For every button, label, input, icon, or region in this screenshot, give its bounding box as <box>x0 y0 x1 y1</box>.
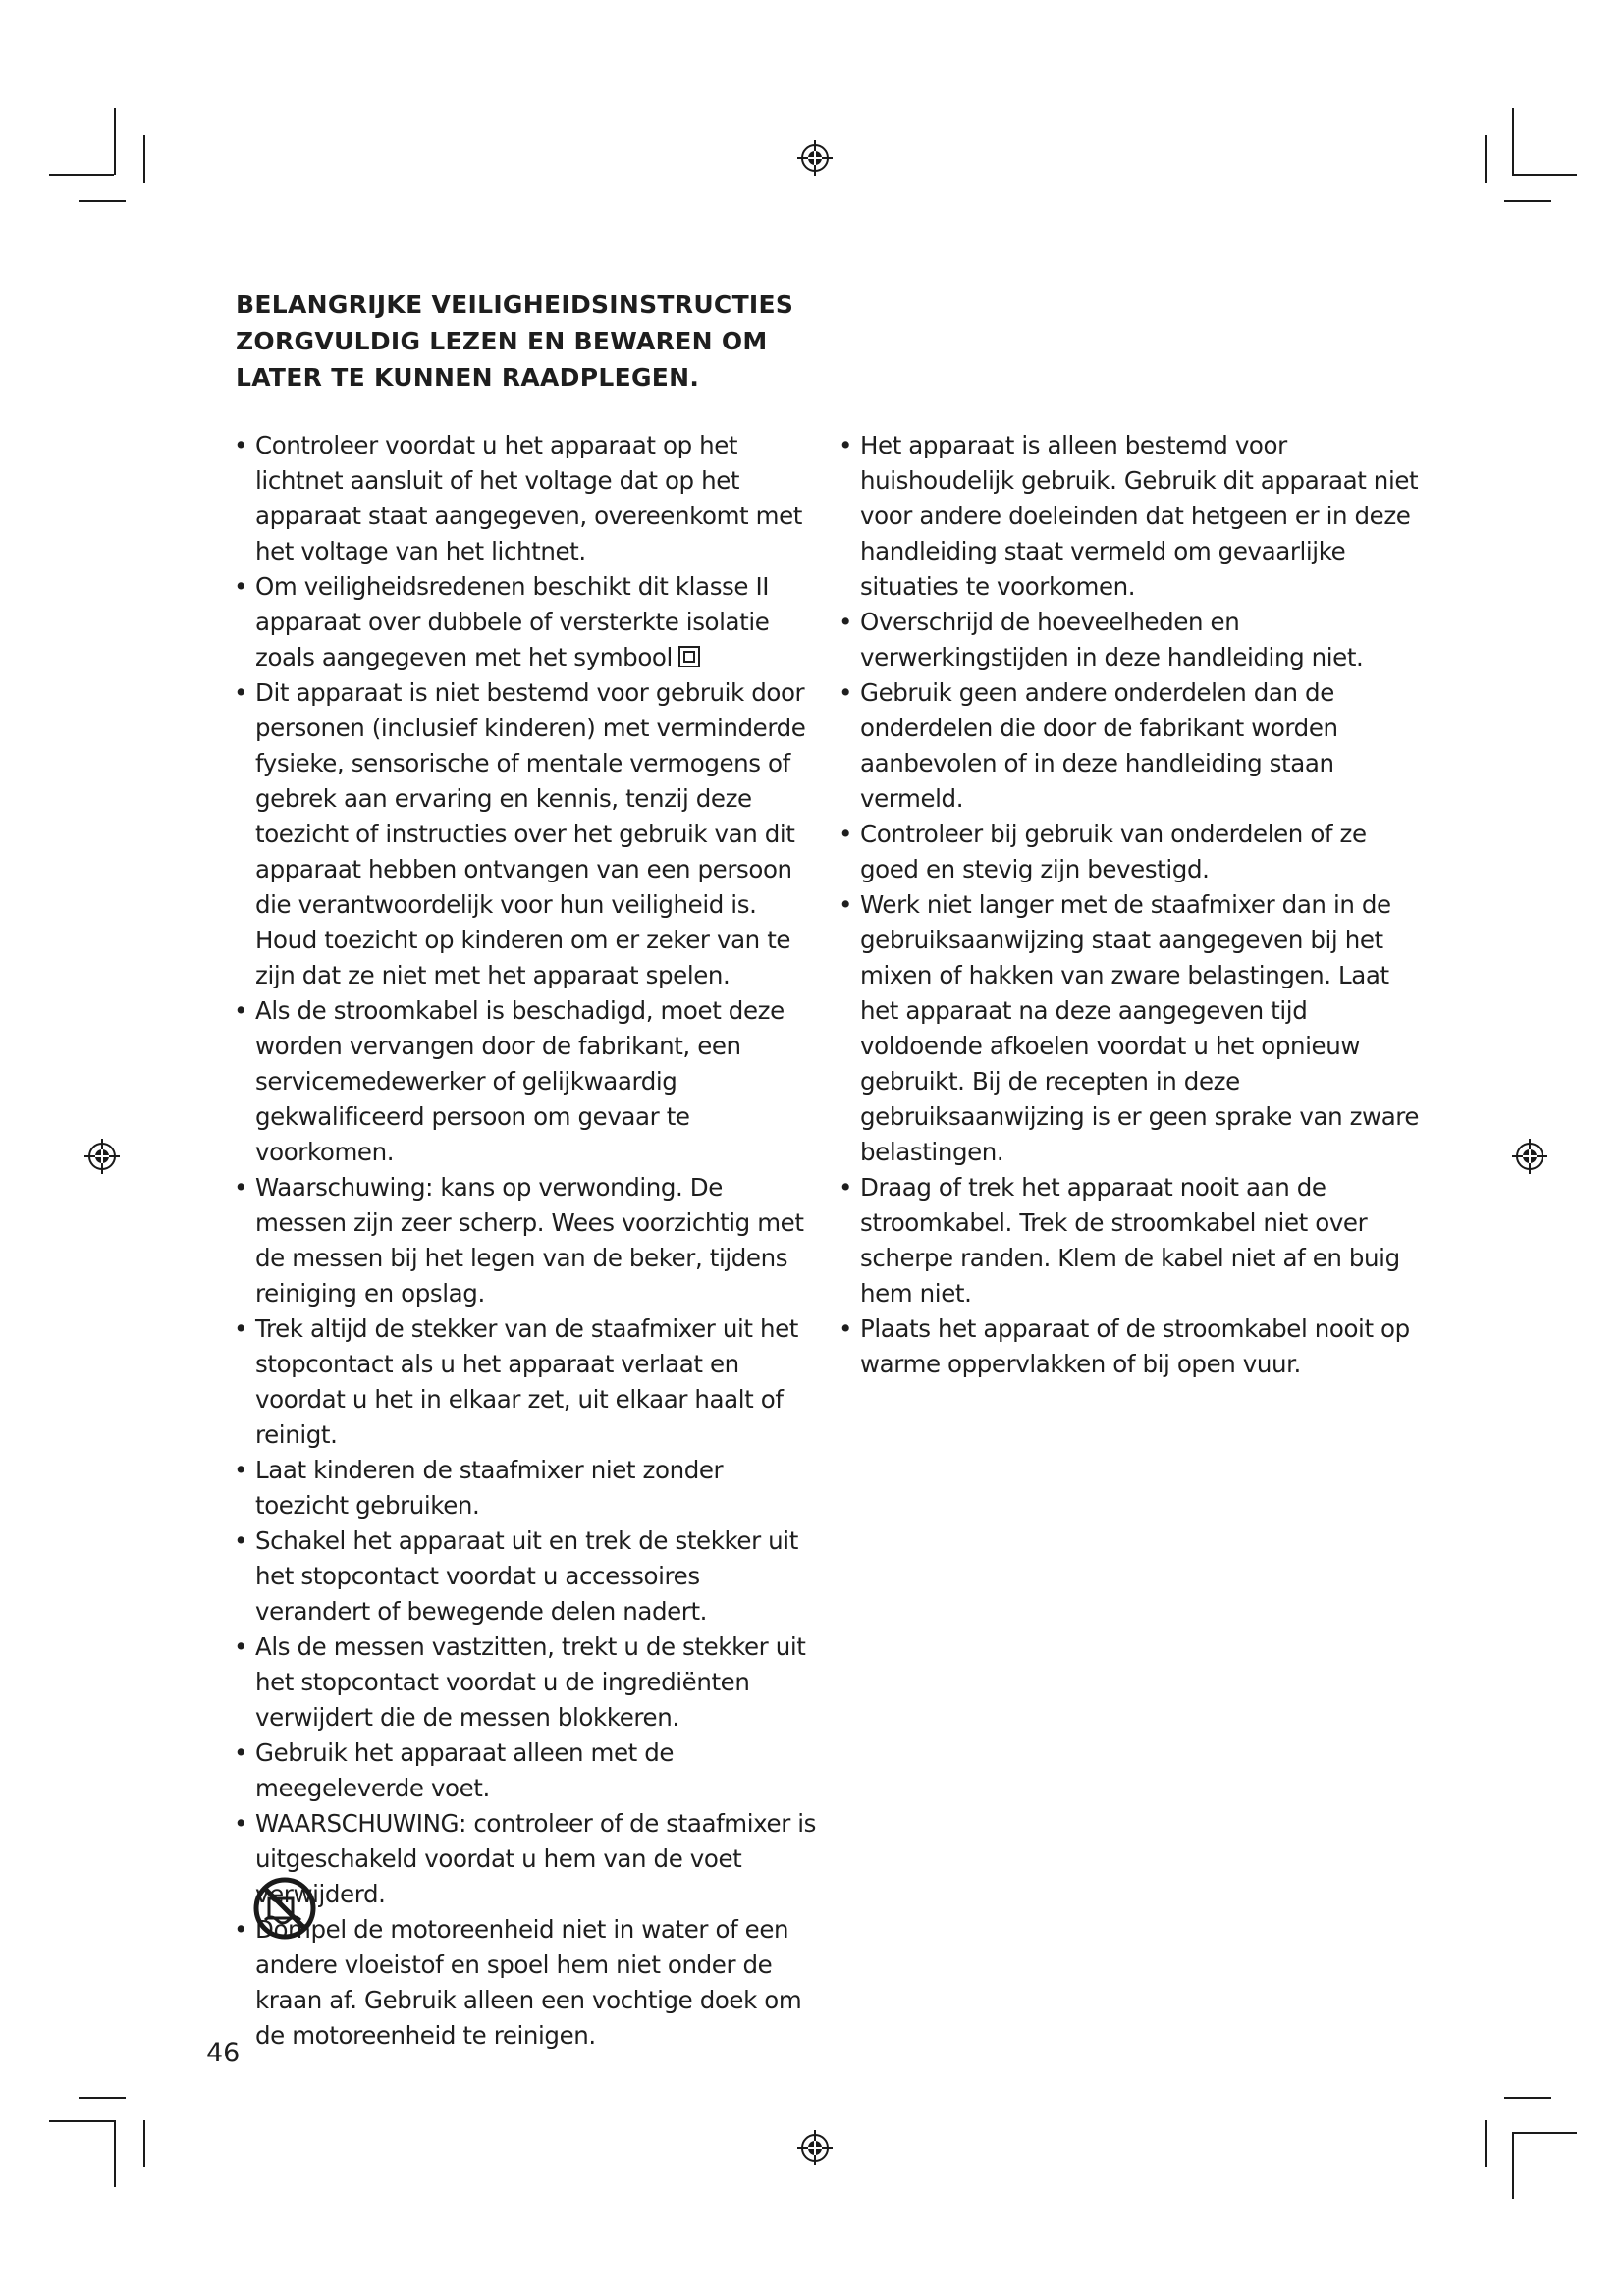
instructions-left-column <box>228 428 817 2054</box>
bullet: • <box>234 572 248 601</box>
list-item-text: Plaats het apparaat of de stroomkabel nooit op warme oppervlakken of bij open vuur. <box>860 1314 1410 1378</box>
bullet: • <box>839 678 853 707</box>
bullet: • <box>234 1738 248 1767</box>
bullet: • <box>234 1526 248 1555</box>
crop-mark <box>49 174 114 176</box>
bullet: • <box>234 678 248 707</box>
bullet: • <box>234 1456 248 1484</box>
bullet: • <box>234 996 248 1025</box>
list-item-text: Waarschuwing: kans op verwonding. De messen zijn zeer scherp. Wees voorzichtig met de messen bij het legen van de beker, tijdens reiniging en opslag. <box>255 1173 804 1308</box>
list-item-text: Om veiligheidsredenen beschikt dit klasse II apparaat over dubbele of versterkte isolatie zoals aangegeven met het symbool <box>255 572 770 671</box>
list-item-text: Overschrijd de hoeveelheden en verwerkingstijden in deze handleiding niet. <box>860 608 1364 671</box>
list-item <box>833 887 1422 1170</box>
crop-mark <box>79 2097 126 2099</box>
registration-mark-icon <box>1510 1137 1549 1176</box>
crop-mark <box>114 2120 116 2187</box>
crop-mark <box>143 2120 145 2167</box>
list-item-text: WAARSCHUWING: controleer of de staafmixer is uitgeschakeld voordat u hem van de voet verwijderd. <box>255 1809 817 1908</box>
bullet: • <box>839 1314 853 1343</box>
list-item-text: Draag of trek het apparaat nooit aan de stroomkabel. Trek de stroomkabel niet over scherpe randen. Klem de kabel niet af en buig hem niet. <box>860 1173 1400 1308</box>
bullet: • <box>234 1915 248 1944</box>
heading-line: LATER TE KUNNEN RAADPLEGEN. <box>236 363 700 392</box>
list-item <box>228 1453 817 1523</box>
list-item-text: Gebruik geen andere onderdelen dan de onderdelen die door de fabrikant worden aanbevolen of in deze handleiding staan vermeld. <box>860 678 1338 813</box>
list-item-text: Als de messen vastzitten, trekt u de stekker uit het stopcontact voordat u de ingrediënten verwijdert die de messen blokkeren. <box>255 1632 806 1732</box>
heading-line: ZORGVULDIG LEZEN EN BEWAREN OM <box>236 327 768 355</box>
bullet: • <box>234 431 248 459</box>
crop-mark <box>114 108 116 175</box>
page-heading <box>236 287 844 396</box>
crop-mark <box>1485 2120 1487 2167</box>
list-item <box>228 1311 817 1453</box>
registration-mark-icon <box>795 2128 835 2167</box>
list-item-text: Schakel het apparaat uit en trek de stekker uit het stopcontact voordat u accessoires verandert of bewegende delen nadert. <box>255 1526 798 1626</box>
list-item <box>228 1170 817 1311</box>
double-insulation-icon <box>678 646 700 667</box>
bullet: • <box>234 1173 248 1201</box>
list-item <box>228 993 817 1170</box>
list-item <box>833 1311 1422 1382</box>
list-item <box>833 1170 1422 1311</box>
crop-mark <box>1512 174 1577 176</box>
list-item-text: Werk niet langer met de staafmixer dan in de gebruiksaanwijzing staat aangegeven bij het mixen of hakken van zware belastingen. Laat het apparaat na deze aangegeven tijd voldoende afkoelen voordat u het opnieuw gebruikt. Bij de recepten in deze gebruiksaanwijzing is er geen sprake van zware belastingen. <box>860 890 1420 1166</box>
instructions-right-column <box>833 428 1422 1382</box>
bullet: • <box>234 1809 248 1838</box>
heading-line: BELANGRIJKE VEILIGHEIDSINSTRUCTIES <box>236 291 794 319</box>
list-item <box>833 428 1422 605</box>
bullet: • <box>839 431 853 459</box>
list-item-text: Dit apparaat is niet bestemd voor gebruik door personen (inclusief kinderen) met verminderde fysieke, sensorische of mentale vermogens of gebrek aan ervaring en kennis, tenzij deze toezicht of instructies over het gebruik van dit apparaat hebben ontvangen van een persoon die verantwoordelijk voor hun veiligheid is. Houd toezicht op kinderen om er zeker van te zijn dat ze niet met het apparaat spelen. <box>255 678 806 989</box>
crop-mark <box>1504 2097 1551 2099</box>
list-item <box>228 1523 817 1629</box>
crop-mark <box>1512 108 1514 175</box>
crop-mark <box>1512 2132 1577 2134</box>
list-item-text: Laat kinderen de staafmixer niet zonder toezicht gebruiken. <box>255 1456 724 1520</box>
list-item <box>833 675 1422 817</box>
list-item <box>228 675 817 993</box>
list-item-text: Het apparaat is alleen bestemd voor huishoudelijk gebruik. Gebruik dit apparaat niet voor andere doeleinden dat hetgeen er in deze handleiding staat vermeld om gevaarlijke situaties te voorkomen. <box>860 431 1419 601</box>
list-item-text: Trek altijd de stekker van de staafmixer uit het stopcontact als u het apparaat verlaat en voordat u het in elkaar zet, uit elkaar haalt of reinigt. <box>255 1314 798 1449</box>
bullet: • <box>839 608 853 636</box>
list-item-text: Gebruik het apparaat alleen met de meegeleverde voet. <box>255 1738 675 1802</box>
list-item <box>833 817 1422 887</box>
crop-mark <box>1485 135 1487 183</box>
crop-mark <box>1512 2132 1514 2199</box>
bullet: • <box>234 1632 248 1661</box>
list-item-text: Dompel de motoreenheid niet in water of een andere vloeistof en spoel hem niet onder de kraan af. Gebruik alleen een vochtige doek om de motoreenheid te reinigen. <box>255 1915 802 2050</box>
bullet: • <box>234 1314 248 1343</box>
list-item <box>228 428 817 569</box>
list-item <box>833 605 1422 675</box>
list-item-text: Controleer voordat u het apparaat op het lichtnet aansluit of het voltage dat op het apparaat staat aangegeven, overeenkomt met het voltage van het lichtnet. <box>255 431 802 565</box>
registration-mark-icon <box>795 138 835 178</box>
no-water-immersion-icon <box>251 1875 318 1942</box>
crop-mark <box>143 135 145 183</box>
list-item <box>228 1735 817 1806</box>
crop-mark <box>79 200 126 202</box>
list-item <box>228 1629 817 1735</box>
list-item-text: Controleer bij gebruik van onderdelen of ze goed en stevig zijn bevestigd. <box>860 820 1367 883</box>
crop-mark <box>1504 200 1551 202</box>
bullet: • <box>839 1173 853 1201</box>
crop-mark <box>49 2120 114 2122</box>
registration-mark-icon <box>82 1137 122 1176</box>
bullet: • <box>839 890 853 919</box>
page-number: 46 <box>206 2038 241 2068</box>
list-item-text: Als de stroomkabel is beschadigd, moet deze worden vervangen door de fabrikant, een servicemedewerker of gelijkwaardig gekwalificeerd persoon om gevaar te voorkomen. <box>255 996 785 1166</box>
list-item <box>228 569 817 675</box>
bullet: • <box>839 820 853 848</box>
